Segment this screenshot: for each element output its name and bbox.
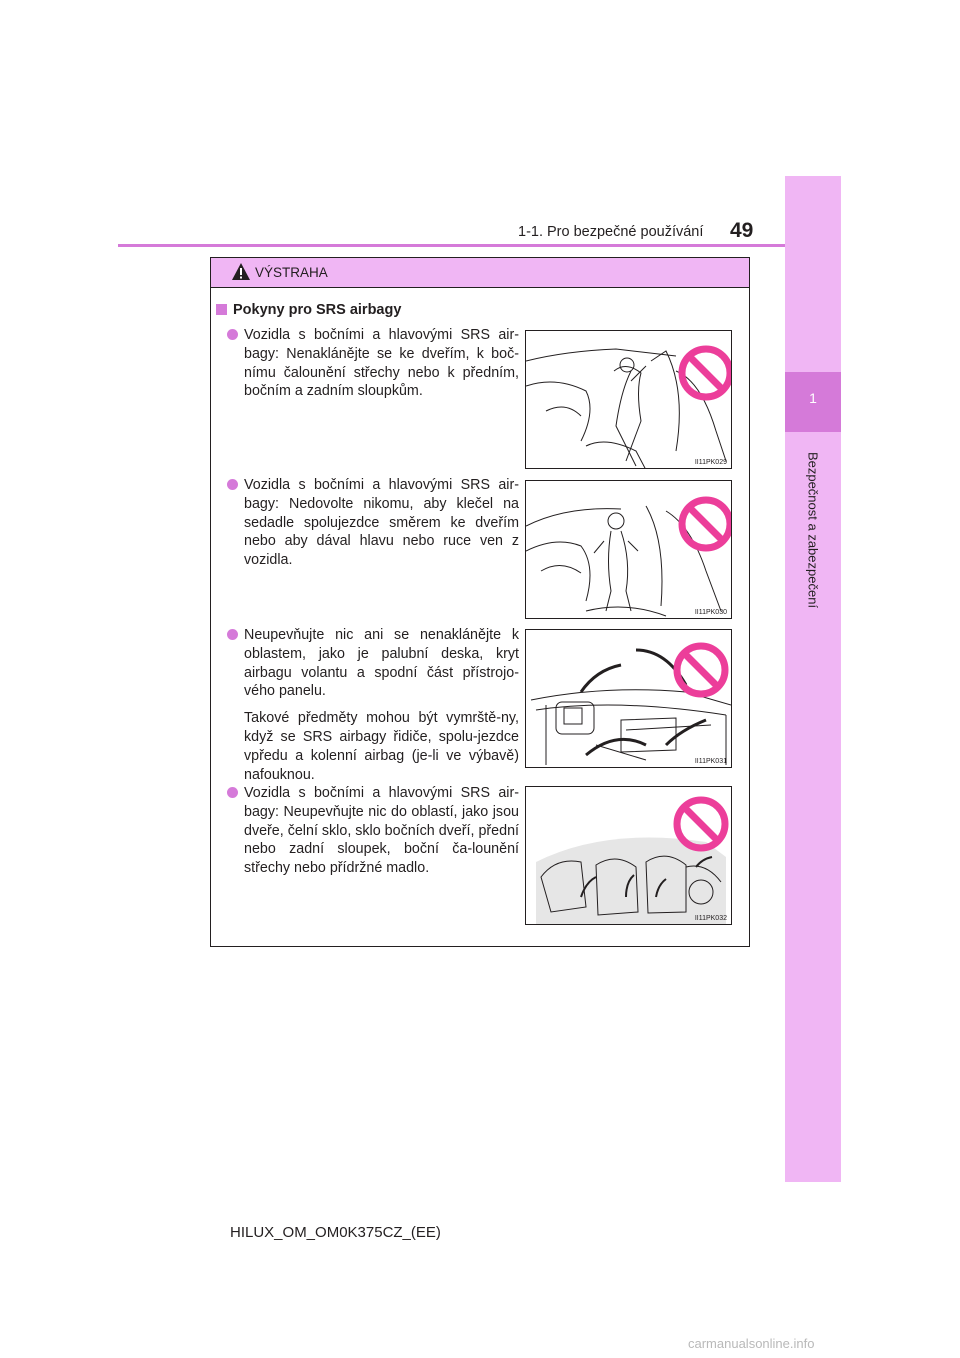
chapter-number: 1 (809, 390, 817, 406)
prohibition-icon (682, 500, 730, 548)
figure-code: II11PK029 (694, 459, 727, 466)
list-item (227, 476, 519, 570)
figure-code: II11PK032 (694, 915, 727, 922)
list-item (227, 784, 519, 878)
prohibition-icon (677, 646, 725, 694)
item-text: Vozidla s bočními a hlavovými SRS air-bagy: Neupevňujte nic do oblastí, jako jsou dveře, čelní sklo, sklo bočních dveří, přední nebo zadní sloupek, boční ča-lounění střechy nebo přídržné madlo. (244, 785, 519, 877)
item-text: Vozidla s bočními a hlavovými SRS air-bagy: Nenaklánějte se ke dveřím, k boč-nímu čalounění střechy nebo k předním, bočním a zadním sloupkům. (244, 327, 519, 400)
list-item (227, 326, 519, 401)
list-item (227, 626, 519, 784)
subheading (216, 302, 401, 318)
side-chapter-tab (785, 176, 841, 1182)
warning-box (210, 257, 750, 947)
figure-code: II11PK031 (694, 758, 727, 765)
figure-cabin-attachments (525, 786, 732, 925)
figure-code: II11PK030 (694, 609, 727, 616)
car-interior-illustration (526, 481, 732, 619)
bullet-icon (227, 329, 238, 340)
item-text: Vozidla s bočními a hlavovými SRS air-bagy: Nedovolte nikomu, aby klečel na sedadle spolujezdce směrem ke dveřím nebo aby dával hlavu nebo ruce ven z vozidla. (244, 477, 519, 569)
dashboard-illustration (526, 630, 732, 768)
cabin-illustration (526, 787, 732, 925)
section-title: 1-1. Pro bezpečné používání (518, 224, 704, 240)
figure-dashboard (525, 629, 732, 768)
subheading-text: Pokyny pro SRS airbagy (233, 302, 402, 318)
page-number: 49 (730, 219, 754, 242)
chapter-label: Bezpečnost a zabezpečení (805, 451, 821, 609)
figure-lean-door (525, 330, 732, 469)
figure-kneel-seat (525, 480, 732, 619)
watermark: carmanualsonline.info (688, 1336, 815, 1351)
bullet-icon (227, 479, 238, 490)
item-text: Neupevňujte nic ani se nenaklánějte k oblastem, jako je palubní deska, kryt airbagu volantu a spodní část přístrojo-vého panelu. (244, 627, 519, 700)
item-note: Takové předměty mohou být vymrště-ny, když se SRS airbagy řidiče, spolu-jezdce vpředu a kolenní airbag (je-li ve výbavě) nafouknou. (244, 710, 519, 783)
warning-title: VÝSTRAHA (255, 265, 328, 280)
manual-code: HILUX_OM_OM0K375CZ_(EE) (230, 1224, 441, 1241)
header-rule (118, 244, 785, 247)
square-bullet-icon (216, 304, 227, 315)
bullet-icon (227, 787, 238, 798)
prohibition-icon (682, 349, 730, 397)
bullet-icon (227, 629, 238, 640)
prohibition-icon (677, 800, 725, 848)
warning-triangle-icon (231, 262, 251, 281)
warning-header (211, 258, 749, 288)
car-interior-illustration (526, 331, 732, 469)
